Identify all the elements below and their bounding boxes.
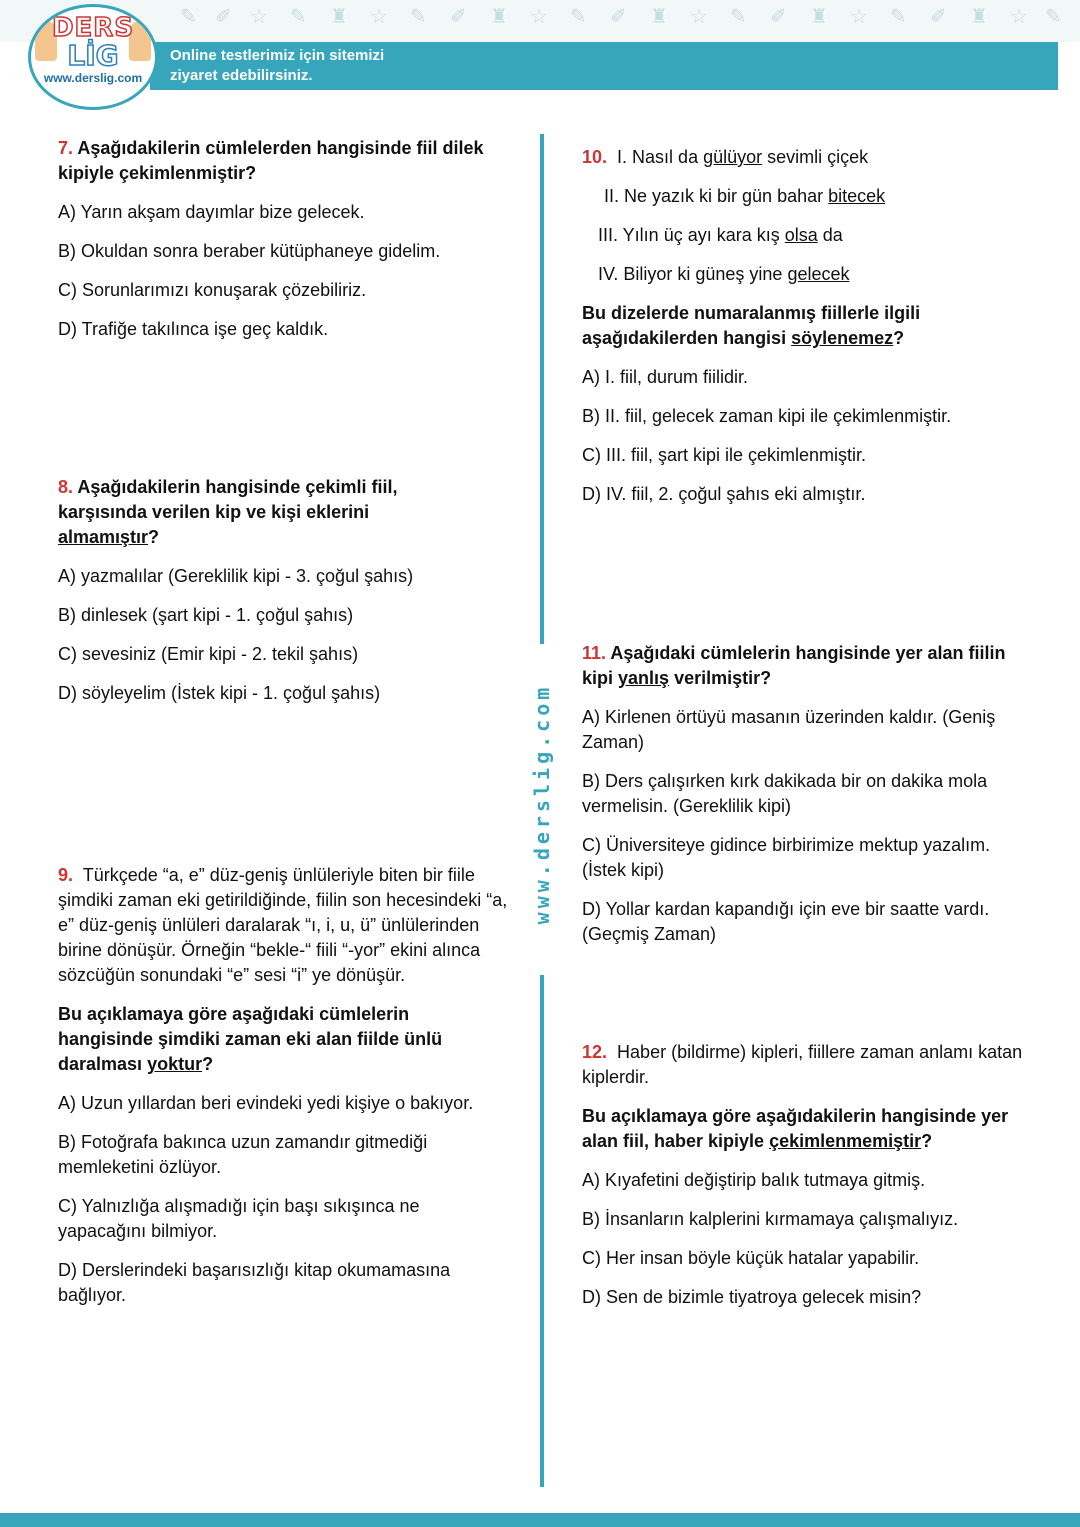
header-doodle-band bbox=[0, 0, 1080, 42]
logo-lig-text: LİG bbox=[67, 39, 119, 72]
logo-url: www.derslig.com bbox=[43, 71, 143, 85]
question-text: Aşağıdakilerin cümlelerden hangisinde fiil dilek kipiyle çekimlenmiştir? bbox=[58, 138, 484, 183]
underlined-keyword: çekimlenmemiştir bbox=[769, 1131, 922, 1151]
underlined-keyword: yoktur bbox=[147, 1054, 203, 1074]
option-b[interactable]: B) İnsanların kalplerini kırmamaya çalışmalıyız. bbox=[582, 1209, 959, 1229]
book-doodle-icon: ✐ bbox=[610, 4, 627, 28]
pencil-doodle-icon: ✎ bbox=[730, 4, 747, 28]
option-a[interactable]: A) Uzun yıllardan beri evindeki yedi kişiye o bakıyor. bbox=[58, 1093, 474, 1113]
question-stem bbox=[58, 1002, 508, 1077]
option-c[interactable]: C) Her insan böyle küçük hatalar yapabilir. bbox=[582, 1248, 920, 1268]
question-7 bbox=[58, 136, 508, 342]
star-doodle-icon: ☆ bbox=[370, 4, 388, 28]
question-8 bbox=[58, 475, 458, 706]
header-notice bbox=[170, 46, 384, 86]
question-12 bbox=[582, 1040, 1032, 1310]
option-b[interactable]: B) II. fiil, gelecek zaman kipi ile çekimlenmiştir. bbox=[582, 406, 952, 426]
option-a[interactable]: A) I. fiil, durum fiilidir. bbox=[582, 367, 749, 387]
verse-line-1 bbox=[582, 145, 1042, 170]
cap-doodle-icon: ♜ bbox=[970, 4, 988, 28]
question-text: Aşağıdakilerin hangisinde çekimli fiil, karşısında verilen kip ve kişi eklerini bbox=[58, 477, 398, 522]
pencil-doodle-icon: ✎ bbox=[180, 4, 197, 28]
question-intro bbox=[58, 863, 508, 988]
option-c[interactable]: C) Üniversiteye gidince birbirimize mektup yazalım. (İstek kipi) bbox=[582, 835, 991, 880]
logo-ders-text: DERS bbox=[51, 13, 135, 43]
question-stem bbox=[582, 1104, 1032, 1154]
verse-text: da bbox=[817, 225, 843, 245]
pencil-doodle-icon: ✎ bbox=[410, 4, 427, 28]
underlined-verb: gelecek bbox=[787, 264, 850, 284]
intro-text: Türkçede “a, e” düz-geniş ünlüleriyle biten bir fiile şimdiki zaman eki getirildiğinde, fiilin son hecesindeki “a, e” düz-geniş ünlüleri daralarak “ı, i, u, ü” ünlülerinden birine dönüşür. Örneğin “bekle-“ fiili “-yor” ekini alınca sözcüğün sonundaki “e” sesi “i” ye dönüşür. bbox=[58, 865, 508, 985]
cap-doodle-icon: ♜ bbox=[490, 4, 508, 28]
question-stem bbox=[58, 136, 508, 186]
question-11 bbox=[582, 641, 1022, 947]
book-doodle-icon: ✐ bbox=[930, 4, 947, 28]
cap-doodle-icon: ♜ bbox=[650, 4, 668, 28]
verse-text: II. Ne yazık ki bir gün bahar bbox=[604, 186, 829, 206]
header-notice-line2: ziyaret edebilirsiniz. bbox=[170, 67, 313, 84]
verse-line-3 bbox=[582, 223, 1042, 248]
question-9 bbox=[58, 863, 508, 1308]
underlined-keyword: söylenemez bbox=[791, 328, 894, 348]
derslig-logo[interactable] bbox=[28, 4, 158, 110]
pencil-doodle-icon: ✎ bbox=[890, 4, 907, 28]
pencil-doodle-icon: ✎ bbox=[290, 4, 307, 28]
question-mark: ? bbox=[921, 1131, 933, 1151]
verse-text: III. Yılın üç ayı kara kış bbox=[598, 225, 785, 245]
option-b[interactable]: B) Ders çalışırken kırk dakikada bir on dakika mola vermelisin. (Gereklilik kipi) bbox=[582, 771, 988, 816]
option-c[interactable]: C) III. fiil, şart kipi ile çekimlenmiştir. bbox=[582, 445, 867, 465]
pencil-doodle-icon: ✎ bbox=[1045, 4, 1062, 28]
question-intro bbox=[582, 1040, 1032, 1090]
question-text: Bu açıklamaya göre aşağıdaki cümlelerin hangisinde şimdiki zaman eki alan fiilde ünlü daralması bbox=[58, 1004, 443, 1074]
option-a[interactable]: A) Kıyafetini değiştirip balık tutmaya gitmiş. bbox=[582, 1170, 926, 1190]
cap-doodle-icon: ♜ bbox=[330, 4, 348, 28]
book-doodle-icon: ✐ bbox=[450, 4, 467, 28]
verse-line-4 bbox=[582, 262, 1042, 287]
verse-line-2 bbox=[582, 184, 1042, 209]
question-mark: ? bbox=[893, 328, 905, 348]
question-number: 10. bbox=[582, 147, 608, 167]
side-watermark bbox=[514, 684, 570, 924]
question-number: 11. bbox=[582, 643, 607, 663]
option-a[interactable]: A) Kirlenen örtüyü masanın üzerinden kaldır. (Geniş Zaman) bbox=[582, 707, 996, 752]
star-doodle-icon: ☆ bbox=[850, 4, 868, 28]
option-d[interactable]: D) söyleyelim (İstek kipi - 1. çoğul şahıs) bbox=[58, 683, 381, 703]
option-d[interactable]: D) Sen de bizimle tiyatroya gelecek misin? bbox=[582, 1287, 922, 1307]
question-mark: ? bbox=[148, 527, 160, 547]
underlined-keyword: almamıştır bbox=[58, 527, 149, 547]
option-c[interactable]: C) sevesiniz (Emir kipi - 2. tekil şahıs) bbox=[58, 644, 359, 664]
question-text: Bu dizelerde numaralanmış fiillerle ilgili aşağıdakilerden hangisi bbox=[582, 303, 921, 348]
pencil-doodle-icon: ✎ bbox=[570, 4, 587, 28]
question-number: 8. bbox=[58, 477, 74, 497]
star-doodle-icon: ☆ bbox=[690, 4, 708, 28]
intro-text: Haber (bildirme) kipleri, fiillere zaman anlamı katan kiplerdir. bbox=[582, 1042, 1023, 1087]
option-d[interactable]: D) Derslerindeki başarısızlığı kitap okumamasına bağlıyor. bbox=[58, 1260, 451, 1305]
question-number: 12. bbox=[582, 1042, 608, 1062]
column-divider-top bbox=[540, 134, 544, 644]
star-doodle-icon: ☆ bbox=[250, 4, 268, 28]
book-doodle-icon: ✐ bbox=[215, 4, 232, 28]
option-a[interactable]: A) Yarın akşam dayımlar bize gelecek. bbox=[58, 202, 365, 222]
question-stem bbox=[58, 475, 458, 550]
question-stem bbox=[582, 301, 1042, 351]
underlined-verb: olsa bbox=[784, 225, 818, 245]
question-stem bbox=[582, 641, 1022, 691]
option-b[interactable]: B) Fotoğrafa bakınca uzun zamandır gitmediği memleketini özlüyor. bbox=[58, 1132, 428, 1177]
verse-text: I. Nasıl da bbox=[617, 147, 704, 167]
option-d[interactable]: D) Yollar kardan kapandığı için eve bir saatte vardı. (Geçmiş Zaman) bbox=[582, 899, 990, 944]
question-text: Bu açıklamaya göre aşağıdakilerin hangisinde yer alan fiil, haber kipiyle bbox=[582, 1106, 1009, 1151]
option-a[interactable]: A) yazmalılar (Gereklilik kipi - 3. çoğul şahıs) bbox=[58, 566, 414, 586]
question-number: 9. bbox=[58, 865, 74, 885]
underlined-verb: gülüyor bbox=[703, 147, 763, 167]
side-watermark-text: www.derslig.com bbox=[530, 683, 554, 925]
star-doodle-icon: ☆ bbox=[530, 4, 548, 28]
underlined-keyword: yanlış bbox=[618, 668, 670, 688]
cap-doodle-icon: ♜ bbox=[810, 4, 828, 28]
question-number: 7. bbox=[58, 138, 74, 158]
star-doodle-icon: ☆ bbox=[1010, 4, 1028, 28]
option-d[interactable]: D) Trafiğe takılınca işe geç kaldık. bbox=[58, 319, 329, 339]
option-c[interactable]: C) Sorunlarımızı konuşarak çözebiliriz. bbox=[58, 280, 367, 300]
option-b[interactable]: B) dinlesek (şart kipi - 1. çoğul şahıs) bbox=[58, 605, 354, 625]
header-banner bbox=[150, 42, 1058, 90]
option-b[interactable]: B) Okuldan sonra beraber kütüphaneye gidelim. bbox=[58, 241, 441, 261]
verse-text: IV. Biliyor ki güneş yine bbox=[598, 264, 788, 284]
question-10 bbox=[582, 145, 1042, 507]
book-doodle-icon: ✐ bbox=[770, 4, 787, 28]
verse-text: sevimli çiçek bbox=[762, 147, 869, 167]
question-text-end: verilmiştir? bbox=[674, 668, 772, 688]
footer-bar bbox=[0, 1513, 1080, 1527]
option-c[interactable]: C) Yalnızlığa alışmadığı için başı sıkışınca ne yapacağını bilmiyor. bbox=[58, 1196, 420, 1241]
question-text: Aşağıdaki cümlelerin hangisinde yer alan fiilin kipi bbox=[582, 643, 1006, 688]
header-notice-line1: Online testlerimiz için sitemizi bbox=[170, 47, 385, 64]
option-d[interactable]: D) IV. fiil, 2. çoğul şahıs eki almıştır. bbox=[582, 484, 866, 504]
question-mark: ? bbox=[202, 1054, 214, 1074]
column-divider-bottom bbox=[540, 975, 544, 1487]
underlined-verb: bitecek bbox=[828, 186, 886, 206]
